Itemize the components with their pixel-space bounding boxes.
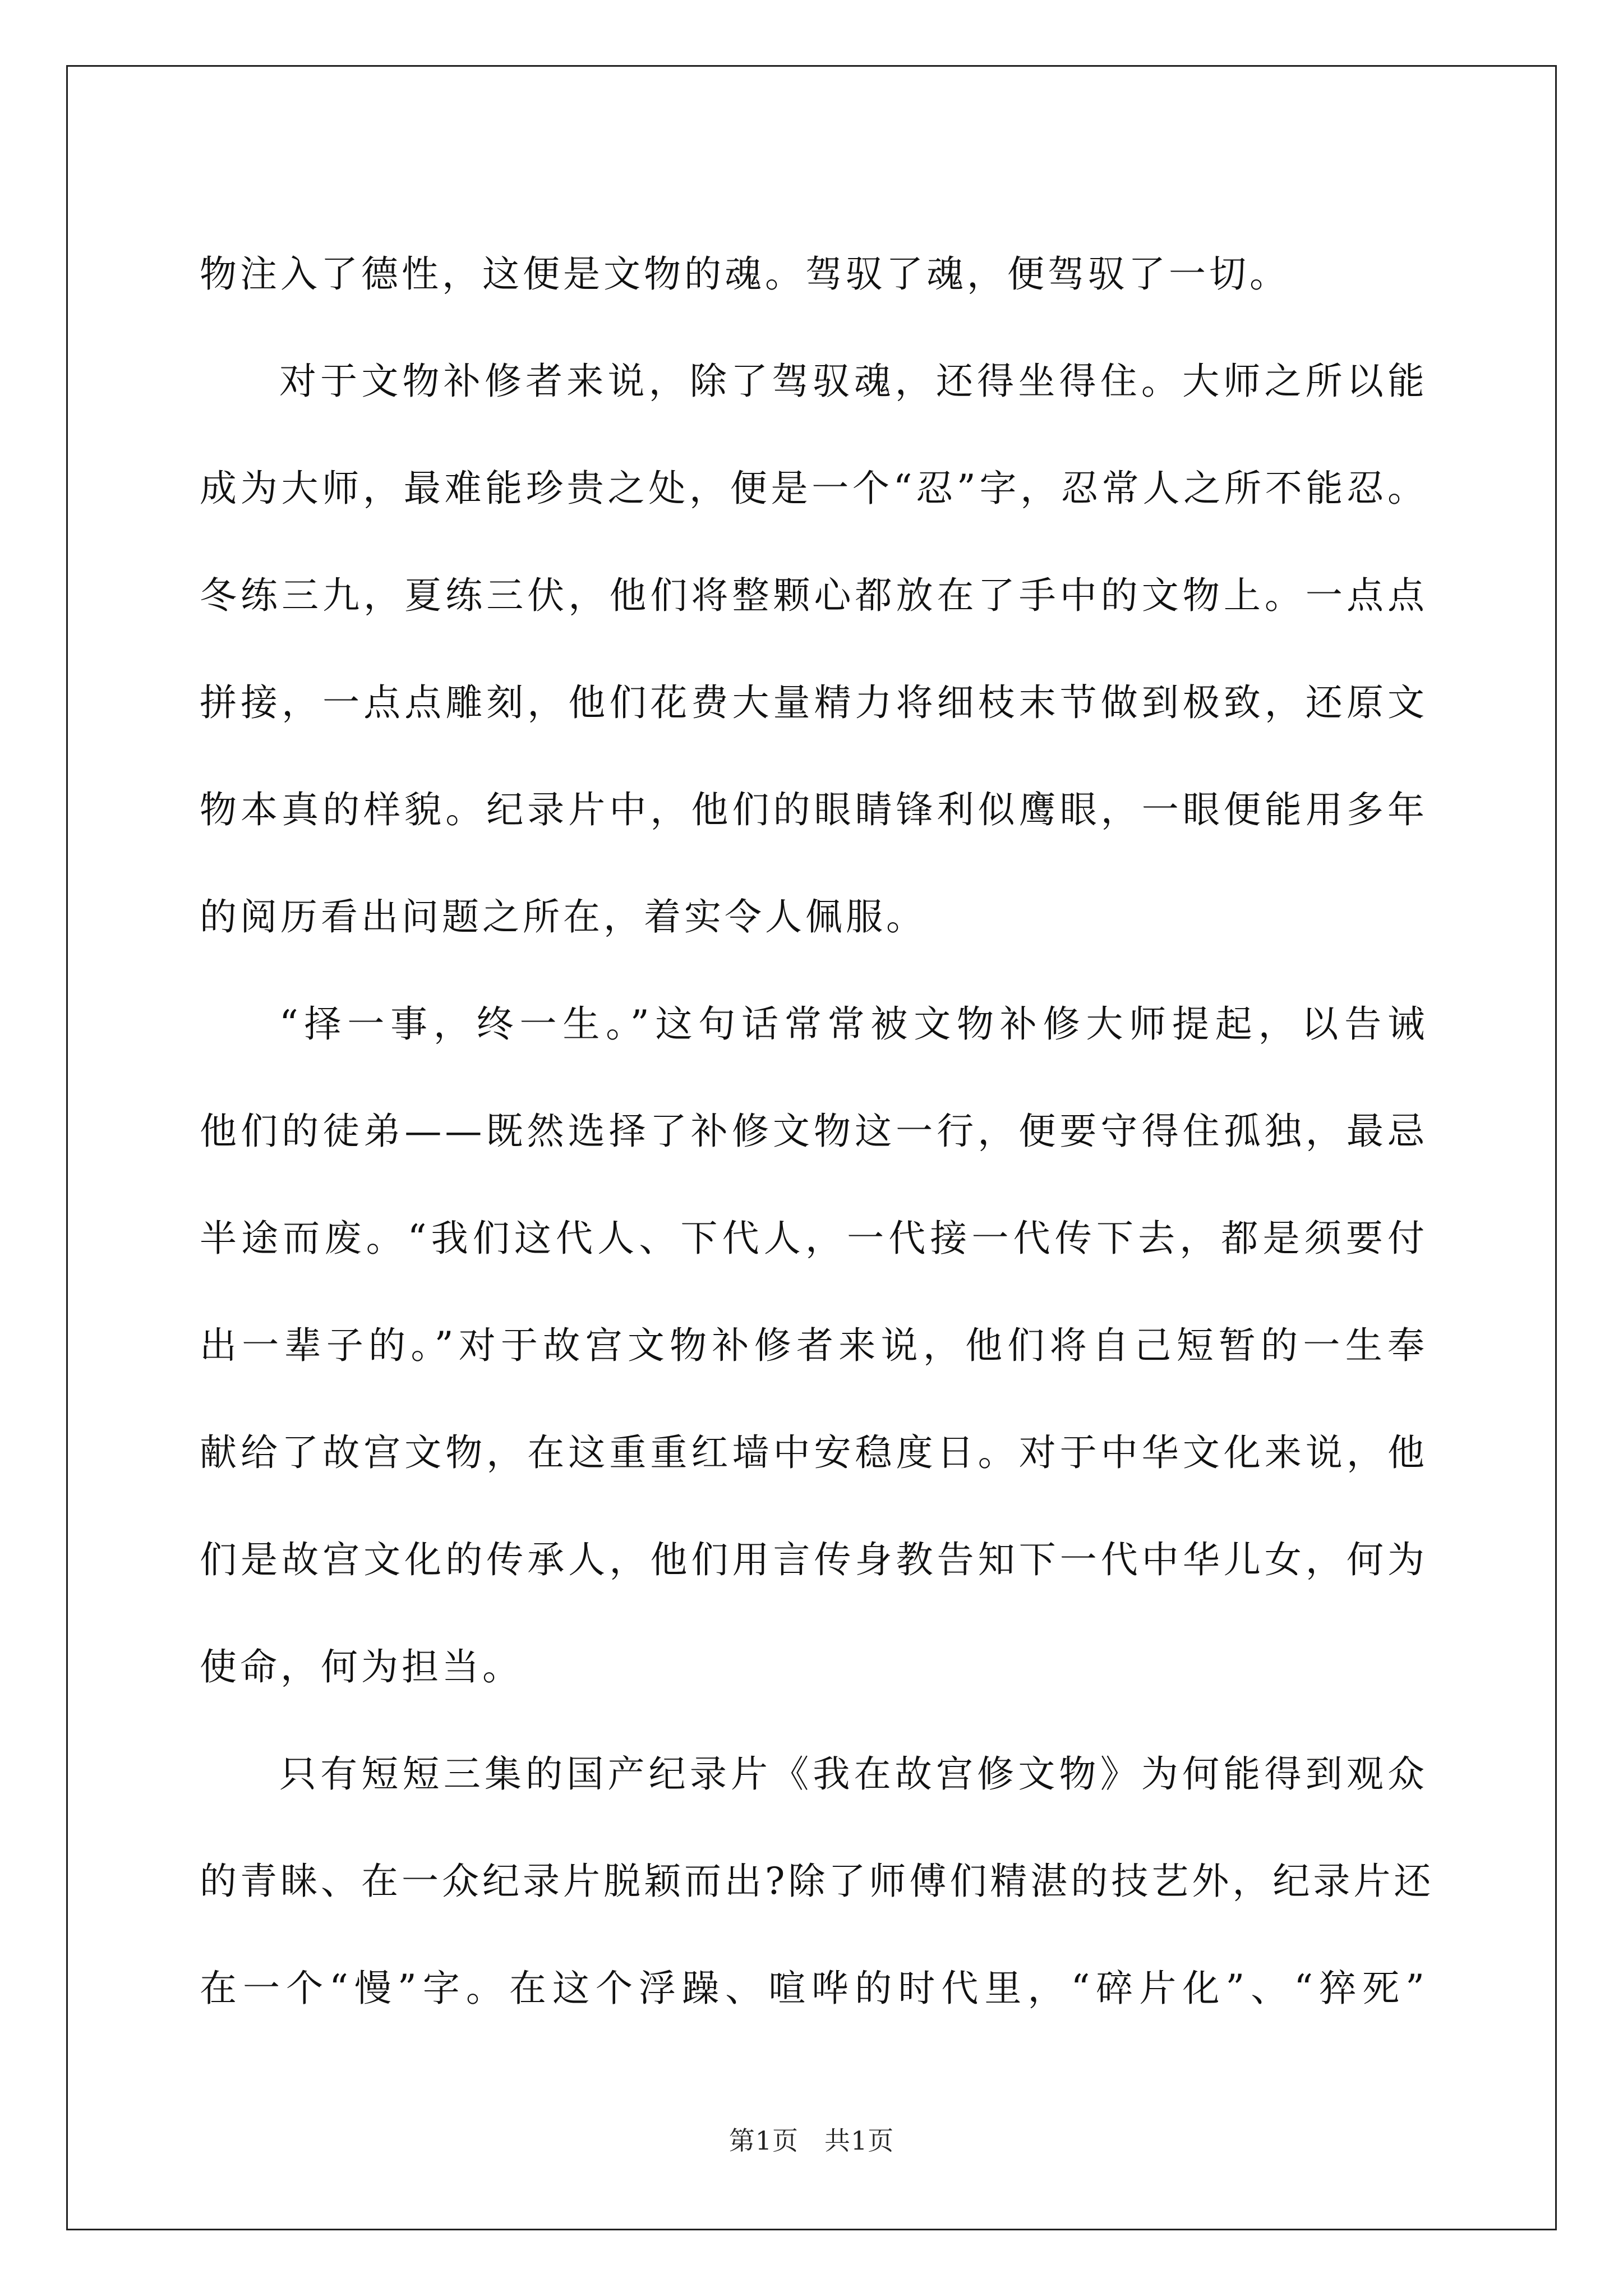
text-line: 的青睐、在一众纪录片脱颖而出?除了师傅们精湛的技艺外，纪录片还 (200, 1860, 1435, 1903)
text-line: 出一辈子的。”对于故宫文物补修者来说，他们将自己短暂的一生奉 (200, 1324, 1428, 1367)
text-line: 半途而废。“我们这代人、下代人，一代接一代传下去，都是须要付 (200, 1217, 1428, 1260)
text-line: 对于文物补修者来说，除了驾驭魂，还得坐得住。大师之所以能 (279, 360, 1428, 403)
text-line: 成为大师，最难能珍贵之处，便是一个“忍”字，忍常人之所不能忍。 (200, 467, 1428, 510)
text-line: 只有短短三集的国产纪录片《我在故宫修文物》为何能得到观众 (279, 1752, 1428, 1796)
page-total: 共1页 (824, 2125, 895, 2156)
text-line: 拼接，一点点雕刻，他们花费大量精力将细枝末节做到极致，还原文 (200, 681, 1428, 724)
text-line: 使命，何为担当。 (200, 1645, 523, 1688)
page-number: 第1页 (728, 2125, 799, 2156)
text-line: 物本真的样貌。纪录片中，他们的眼睛锋利似鹰眼，一眼便能用多年 (200, 788, 1428, 831)
text-line: 他们的徒弟——既然选择了补修文物这一行，便要守得住孤独，最忌 (200, 1110, 1428, 1153)
text-line: “择一事，终一生。”这句话常常被文物补修大师提起，以告诫 (279, 1002, 1428, 1046)
text-line: 物注入了德性，这便是文物的魂。驾驭了魂，便驾驭了一切。 (200, 252, 1290, 296)
text-line: 在一个“慢”字。在这个浮躁、喧哗的时代里，“碎片化”、“猝死” (200, 1967, 1428, 2010)
text-line: 的阅历看出问题之所在，着实令人佩服。 (200, 895, 926, 938)
document-body (200, 220, 1435, 2042)
page-footer (0, 2120, 1623, 2157)
text-line: 献给了故宫文物，在这重重红墙中安稳度日。对于中华文化来说，他 (200, 1431, 1428, 1474)
text-line: 们是故宫文化的传承人，他们用言传身教告知下一代中华儿女，何为 (200, 1538, 1428, 1581)
text-line: 冬练三九，夏练三伏，他们将整颗心都放在了手中的文物上。一点点 (200, 574, 1428, 617)
